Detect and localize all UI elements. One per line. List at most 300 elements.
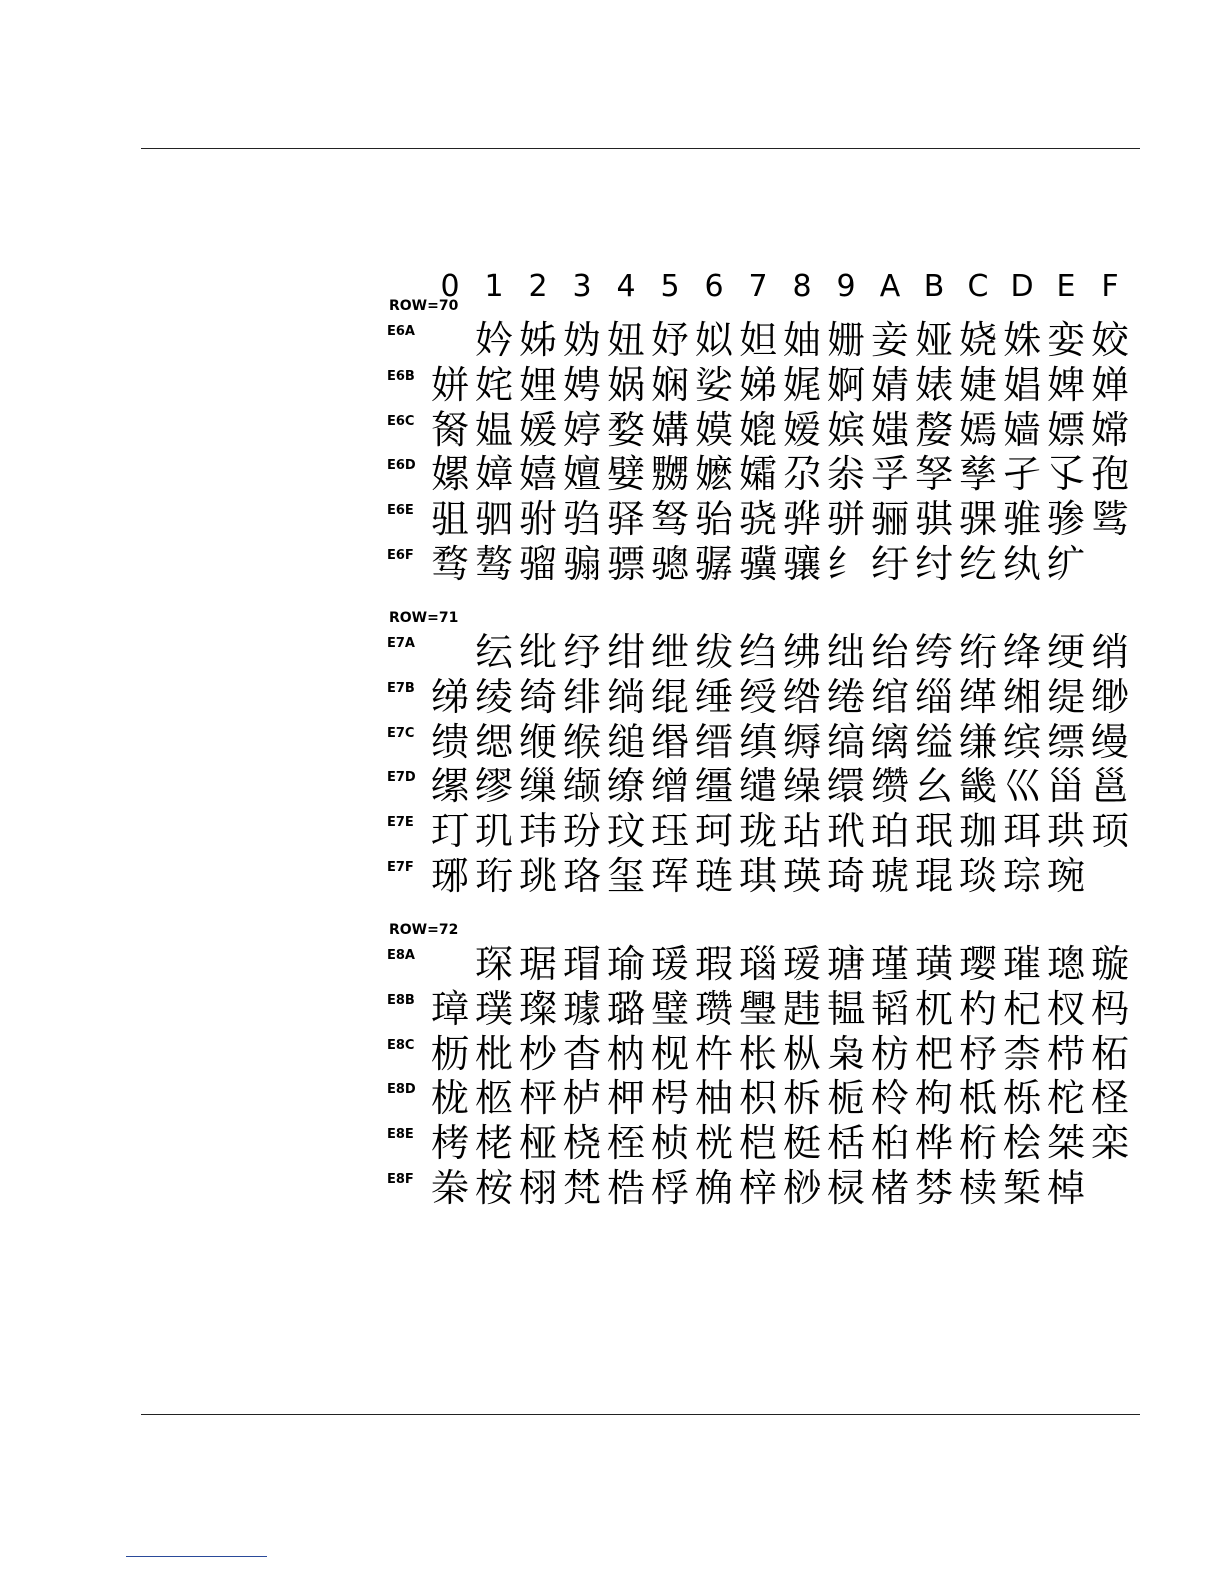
glyph-cell: 嫦 — [1090, 407, 1129, 452]
column-header-D: D — [1010, 269, 1034, 304]
glyph-cell: 玳 — [826, 809, 865, 854]
column-header-3: 3 — [572, 269, 592, 304]
glyph-cell: 缙 — [694, 719, 733, 764]
footnote-divider — [126, 1556, 267, 1557]
code-label: E8F — [387, 1172, 414, 1187]
glyph-cell: 孀 — [738, 452, 777, 497]
glyph-cell: 缲 — [782, 764, 821, 809]
glyph-cell: 骠 — [606, 542, 645, 586]
glyph-cell: 杳 — [562, 1031, 601, 1076]
glyph-cell: 缁 — [914, 674, 953, 719]
code-label: E6B — [387, 368, 415, 384]
glyph-cell: 柘 — [1090, 1031, 1129, 1076]
column-header-E: E — [1056, 269, 1076, 304]
column-header-0: 0 — [440, 269, 460, 304]
glyph-cell: 枞 — [782, 1031, 821, 1076]
code-label: E7B — [387, 680, 415, 696]
glyph-cell: 缏 — [518, 719, 557, 764]
glyph-cell: 枵 — [650, 1076, 689, 1121]
column-header-4: 4 — [616, 269, 636, 304]
glyph-cell: 缛 — [782, 719, 821, 764]
glyph-cell: 尜 — [826, 452, 865, 497]
glyph-cell: 婀 — [826, 362, 865, 407]
glyph-cell: 桡 — [562, 1121, 601, 1166]
glyph-cell: 桷 — [694, 1166, 733, 1210]
glyph-cell: 珞 — [562, 854, 601, 898]
glyph-cell: 婺 — [606, 407, 645, 452]
glyph-cell: 栾 — [1090, 1121, 1129, 1166]
glyph-cell: 珉 — [914, 809, 953, 854]
code-label: E8B — [387, 992, 415, 1008]
glyph-cell: 璁 — [1046, 942, 1085, 986]
glyph-cell: 瑙 — [738, 942, 777, 986]
glyph-cell: 缂 — [958, 674, 997, 719]
glyph-cell: 璎 — [958, 942, 997, 986]
glyph-cell: 瑷 — [782, 942, 821, 986]
glyph-cell: 韪 — [782, 986, 821, 1031]
glyph-cell: 柝 — [782, 1076, 821, 1121]
row-label: ROW=72 — [389, 922, 459, 938]
code-label: E7C — [387, 725, 415, 741]
glyph-cell: 绉 — [738, 630, 777, 674]
glyph-cell: 杌 — [914, 986, 953, 1031]
glyph-cell: 栎 — [1002, 1076, 1041, 1121]
glyph-cell: 柩 — [474, 1076, 513, 1121]
column-header-7: 7 — [748, 269, 768, 304]
glyph-cell: 梃 — [782, 1121, 821, 1166]
glyph-cell: 嬉 — [518, 452, 557, 497]
glyph-cell: 玑 — [474, 809, 513, 854]
glyph-cell: 缪 — [474, 764, 513, 809]
glyph-cell: 绡 — [1090, 630, 1129, 674]
glyph-cell: 嬖 — [606, 452, 645, 497]
glyph-cell: 琥 — [870, 854, 909, 898]
glyph-cell: 姊 — [518, 318, 557, 362]
glyph-cell: 栝 — [826, 1121, 865, 1166]
glyph-cell: 璜 — [914, 942, 953, 986]
row-label: ROW=71 — [389, 610, 459, 626]
glyph-cell — [1088, 542, 1132, 586]
glyph-cell: 嫫 — [694, 407, 733, 452]
glyph-cell: 绁 — [650, 630, 689, 674]
glyph-cell: 琚 — [518, 942, 557, 986]
glyph-cell: 嫘 — [430, 452, 469, 497]
glyph-cell: 姒 — [694, 318, 733, 362]
glyph-cell: 柚 — [694, 1076, 733, 1121]
glyph-cell: 枭 — [826, 1031, 865, 1076]
glyph-cell: 瑾 — [870, 942, 909, 986]
glyph-cell: 缤 — [1002, 719, 1041, 764]
glyph-cell: 嫒 — [782, 407, 821, 452]
glyph-cell: 嫱 — [1002, 407, 1041, 452]
glyph-cell: 璀 — [1002, 942, 1041, 986]
glyph-cell: 缢 — [914, 719, 953, 764]
glyph-cell: 枇 — [474, 1031, 513, 1076]
glyph-cell: 棹 — [1046, 1166, 1085, 1210]
glyph-cell: 璺 — [738, 986, 777, 1031]
glyph-cell: 缈 — [1090, 674, 1129, 719]
glyph-cell: 杞 — [1002, 986, 1041, 1031]
glyph-cell: 婷 — [562, 407, 601, 452]
glyph-cell: 缥 — [1046, 719, 1085, 764]
glyph-cell: 纣 — [914, 542, 953, 586]
glyph-cell: 巛 — [1002, 764, 1041, 809]
glyph-cell: 桁 — [958, 1121, 997, 1166]
glyph-cell: 嫜 — [474, 452, 513, 497]
glyph-cell: 杵 — [694, 1031, 733, 1076]
glyph-cell: 柙 — [606, 1076, 645, 1121]
glyph-cell: 孑 — [1002, 452, 1041, 497]
glyph-cell: 妤 — [650, 318, 689, 362]
glyph-cell: 嫖 — [1046, 407, 1085, 452]
glyph-cell: 玢 — [562, 809, 601, 854]
glyph-cell: 枥 — [430, 1031, 469, 1076]
glyph-cell: 桤 — [738, 1121, 777, 1166]
glyph-cell: 玎 — [430, 809, 469, 854]
glyph-cell: 珥 — [1002, 809, 1041, 854]
glyph-cell: 骐 — [914, 497, 953, 542]
glyph-cell: 瑗 — [650, 942, 689, 986]
glyph-cell: 媛 — [518, 407, 557, 452]
glyph-cell: 顼 — [1090, 809, 1129, 854]
glyph-cell: 珩 — [474, 854, 513, 898]
glyph-cell — [428, 318, 472, 362]
glyph-cell: 棂 — [826, 1166, 865, 1210]
glyph-cell: 缜 — [738, 719, 777, 764]
glyph-cell: 枳 — [738, 1076, 777, 1121]
glyph-cell: 妗 — [474, 318, 513, 362]
glyph-cell: 纰 — [518, 630, 557, 674]
glyph-cell: 孥 — [914, 452, 953, 497]
code-label: E6C — [387, 413, 415, 429]
glyph-cell: 纟 — [826, 542, 865, 586]
glyph-cell: 棼 — [914, 1166, 953, 1210]
glyph-cell: 缣 — [958, 719, 997, 764]
glyph-cell: 枋 — [870, 1031, 909, 1076]
glyph-cell: 骁 — [738, 497, 777, 542]
glyph-cell: 椠 — [1002, 1166, 1041, 1210]
glyph-cell: 珧 — [518, 854, 557, 898]
glyph-cell: 骒 — [958, 497, 997, 542]
glyph-cell: 婧 — [870, 362, 909, 407]
glyph-cell: 缫 — [518, 764, 557, 809]
glyph-cell: 绗 — [958, 630, 997, 674]
glyph-cell: 缰 — [694, 764, 733, 809]
footer-rule — [141, 1414, 1140, 1415]
code-label: E8A — [387, 948, 415, 963]
glyph-cell: 玷 — [782, 809, 821, 854]
glyph-cell: 绂 — [694, 630, 733, 674]
glyph-cell: 璩 — [562, 986, 601, 1031]
glyph-cell: 璧 — [650, 986, 689, 1031]
glyph-cell: 柢 — [958, 1076, 997, 1121]
glyph-cell: 纡 — [870, 542, 909, 586]
glyph-cell: 缇 — [1046, 674, 1085, 719]
code-label: E8C — [387, 1037, 415, 1053]
glyph-cell: 媲 — [738, 407, 777, 452]
glyph-cell: 琨 — [914, 854, 953, 898]
glyph-cell: 枸 — [914, 1076, 953, 1121]
glyph-cell: 孚 — [870, 452, 909, 497]
glyph-cell: 桧 — [1002, 1121, 1041, 1166]
glyph-cell: 纥 — [958, 542, 997, 586]
glyph-cell: 驷 — [474, 497, 513, 542]
glyph-cell: 栀 — [826, 1076, 865, 1121]
glyph-cell: 纩 — [1046, 542, 1085, 586]
glyph-cell: 缵 — [870, 764, 909, 809]
column-header-5: 5 — [660, 269, 680, 304]
glyph-cell: 枰 — [518, 1076, 557, 1121]
glyph-cell: 瑭 — [826, 942, 865, 986]
glyph-cell: 瑁 — [562, 942, 601, 986]
glyph-cell: 婵 — [1090, 362, 1129, 407]
glyph-cell: 绋 — [782, 630, 821, 674]
glyph-cell: 绺 — [782, 674, 821, 719]
code-label: E7F — [387, 860, 414, 875]
glyph-cell: 柁 — [1046, 1076, 1085, 1121]
code-label: E6E — [387, 503, 414, 519]
glyph-cell: 缯 — [650, 764, 689, 809]
glyph-cell: 娴 — [650, 362, 689, 407]
glyph-cell: 玮 — [518, 809, 557, 854]
glyph-cell: 嬷 — [694, 452, 733, 497]
glyph-cell: 骟 — [562, 542, 601, 586]
glyph-cell: 琪 — [738, 854, 777, 898]
glyph-cell: 桊 — [430, 1166, 469, 1210]
code-label: E6D — [387, 458, 416, 474]
glyph-cell: 孓 — [1046, 452, 1085, 497]
glyph-cell: 驽 — [650, 497, 689, 542]
glyph-cell: 瑛 — [782, 854, 821, 898]
glyph-cell: 璇 — [1090, 942, 1129, 986]
glyph-cell: 纾 — [562, 630, 601, 674]
column-header-A: A — [879, 269, 901, 304]
glyph-cell: 姣 — [1090, 318, 1129, 362]
column-header-F: F — [1101, 269, 1119, 304]
glyph-cell: 娓 — [782, 362, 821, 407]
glyph-cell: 桠 — [518, 1121, 557, 1166]
glyph-cell: 桉 — [474, 1166, 513, 1210]
glyph-cell: 桫 — [782, 1166, 821, 1210]
glyph-cell: 娣 — [738, 362, 777, 407]
glyph-cell: 柰 — [1002, 1031, 1041, 1076]
glyph-cell: 柃 — [870, 1076, 909, 1121]
glyph-cell: 柽 — [1090, 1076, 1129, 1121]
glyph-cell: 娆 — [958, 318, 997, 362]
glyph-cell: 嫣 — [958, 407, 997, 452]
glyph-cell: 瓒 — [694, 986, 733, 1031]
glyph-cell: 琰 — [958, 854, 997, 898]
glyph-cell: 璋 — [430, 986, 469, 1031]
glyph-cell: 栳 — [474, 1121, 513, 1166]
code-label: E6F — [387, 548, 414, 563]
glyph-cell: 娌 — [518, 362, 557, 407]
glyph-cell: 栉 — [1046, 1031, 1085, 1076]
glyph-cell: 娑 — [694, 362, 733, 407]
glyph-cell: 驸 — [518, 497, 557, 542]
glyph-cell: 杷 — [914, 1031, 953, 1076]
glyph-cell: 嫔 — [826, 407, 865, 452]
glyph-cell: 骛 — [430, 542, 469, 586]
glyph-cell: 驵 — [430, 497, 469, 542]
glyph-cell: 椟 — [958, 1166, 997, 1210]
glyph-cell: 尕 — [782, 452, 821, 497]
glyph-cell: 缗 — [650, 719, 689, 764]
glyph-cell: 娅 — [914, 318, 953, 362]
glyph-cell: 玺 — [606, 854, 645, 898]
glyph-cell: 桀 — [1046, 1121, 1085, 1166]
glyph-cell: 琛 — [474, 942, 513, 986]
glyph-cell: 骓 — [1002, 497, 1041, 542]
glyph-cell: 绛 — [1002, 630, 1041, 674]
glyph-cell: 驺 — [562, 497, 601, 542]
glyph-cell: 珲 — [650, 854, 689, 898]
glyph-cell: 缭 — [606, 764, 645, 809]
glyph-cell: 骖 — [1046, 497, 1085, 542]
glyph-cell: 桴 — [650, 1166, 689, 1210]
glyph-cell: 栌 — [562, 1076, 601, 1121]
glyph-cell: 婕 — [958, 362, 997, 407]
row-label: ROW=70 — [389, 298, 459, 314]
glyph-cell: 琏 — [694, 854, 733, 898]
glyph-cell: 姹 — [474, 362, 513, 407]
glyph-cell: 骧 — [782, 542, 821, 586]
glyph-cell: 栩 — [518, 1166, 557, 1210]
glyph-cell: 绌 — [826, 630, 865, 674]
glyph-cell — [1088, 854, 1132, 898]
glyph-cell: 珑 — [738, 809, 777, 854]
glyph-cell: 璨 — [518, 986, 557, 1031]
column-header-8: 8 — [792, 269, 812, 304]
glyph-cell: 嬲 — [650, 452, 689, 497]
glyph-cell: 桎 — [606, 1121, 645, 1166]
glyph-cell: 绐 — [870, 630, 909, 674]
glyph-cell: 琦 — [826, 854, 865, 898]
glyph-cell: 琊 — [430, 854, 469, 898]
glyph-cell: 缡 — [870, 719, 909, 764]
glyph-cell: 缬 — [562, 764, 601, 809]
glyph-cell: 缒 — [606, 719, 645, 764]
code-label: E6A — [387, 324, 415, 339]
glyph-cell: 纭 — [474, 630, 513, 674]
glyph-cell: 畿 — [958, 764, 997, 809]
glyph-cell: 缟 — [826, 719, 865, 764]
glyph-cell: 绔 — [914, 630, 953, 674]
glyph-cell: 绯 — [562, 674, 601, 719]
glyph-cell: 骊 — [870, 497, 909, 542]
glyph-cell: 婢 — [1046, 362, 1085, 407]
glyph-cell: 瑜 — [606, 942, 645, 986]
glyph-cell: 璞 — [474, 986, 513, 1031]
column-header-C: C — [967, 269, 989, 304]
glyph-cell: 梵 — [562, 1166, 601, 1210]
glyph-cell: 娲 — [606, 362, 645, 407]
glyph-cell: 绀 — [606, 630, 645, 674]
glyph-cell: 杼 — [958, 1031, 997, 1076]
glyph-cell: 珀 — [870, 809, 909, 854]
glyph-cell: 骥 — [738, 542, 777, 586]
glyph-cell: 璐 — [606, 986, 645, 1031]
glyph-cell: 嬗 — [562, 452, 601, 497]
glyph-cell: 绾 — [870, 674, 909, 719]
glyph-cell: 骝 — [518, 542, 557, 586]
glyph-cell: 绶 — [738, 674, 777, 719]
glyph-cell: 杪 — [518, 1031, 557, 1076]
glyph-cell: 绨 — [430, 674, 469, 719]
glyph-cell: 婊 — [914, 362, 953, 407]
glyph-cell — [1088, 1166, 1132, 1210]
code-label: E7D — [387, 770, 416, 786]
glyph-cell: 妞 — [606, 318, 645, 362]
glyph-cell: 杈 — [1046, 986, 1085, 1031]
glyph-cell — [428, 942, 472, 986]
glyph-cell: 绻 — [826, 674, 865, 719]
glyph-cell: 胬 — [430, 407, 469, 452]
glyph-cell: 枨 — [738, 1031, 777, 1076]
glyph-cell: 枧 — [650, 1031, 689, 1076]
glyph-cell: 绠 — [1046, 630, 1085, 674]
glyph-cell: 枘 — [606, 1031, 645, 1076]
glyph-cell: 媾 — [650, 407, 689, 452]
glyph-cell: 绮 — [518, 674, 557, 719]
code-label: E8E — [387, 1127, 414, 1143]
glyph-cell: 珙 — [1046, 809, 1085, 854]
column-header-B: B — [923, 269, 945, 304]
glyph-cell: 娈 — [1046, 318, 1085, 362]
glyph-cell: 缦 — [1090, 719, 1129, 764]
glyph-cell: 缳 — [826, 764, 865, 809]
glyph-cell: 桄 — [694, 1121, 733, 1166]
code-label: E7A — [387, 636, 415, 651]
glyph-cell: 桦 — [914, 1121, 953, 1166]
glyph-cell: 妯 — [782, 318, 821, 362]
glyph-cell: 栲 — [430, 1121, 469, 1166]
glyph-cell: 嫠 — [914, 407, 953, 452]
glyph-cell: 缌 — [474, 719, 513, 764]
glyph-cell: 骢 — [650, 542, 689, 586]
glyph-cell: 琮 — [1002, 854, 1041, 898]
glyph-cell: 姗 — [826, 318, 865, 362]
glyph-cell: 楮 — [870, 1166, 909, 1210]
column-header-9: 9 — [836, 269, 856, 304]
column-header-2: 2 — [528, 269, 548, 304]
glyph-cell: 孢 — [1090, 452, 1129, 497]
glyph-cell: 娉 — [562, 362, 601, 407]
glyph-cell: 缱 — [738, 764, 777, 809]
column-header-6: 6 — [704, 269, 724, 304]
glyph-cell: 邕 — [1090, 764, 1129, 809]
glyph-cell: 骈 — [826, 497, 865, 542]
glyph-cell: 缋 — [430, 719, 469, 764]
glyph-cell: 绱 — [606, 674, 645, 719]
glyph-cell: 姘 — [430, 362, 469, 407]
glyph-cell — [428, 630, 472, 674]
glyph-cell: 孳 — [958, 452, 997, 497]
code-label: E7E — [387, 815, 414, 831]
glyph-cell: 娼 — [1002, 362, 1041, 407]
glyph-cell: 纨 — [1002, 542, 1041, 586]
glyph-cell: 骀 — [694, 497, 733, 542]
glyph-cell: 缃 — [1002, 674, 1041, 719]
glyph-cell: 骣 — [694, 542, 733, 586]
glyph-cell: 妾 — [870, 318, 909, 362]
glyph-cell: 珈 — [958, 809, 997, 854]
glyph-cell: 姝 — [1002, 318, 1041, 362]
glyph-cell: 杩 — [1090, 986, 1129, 1031]
glyph-cell: 梏 — [606, 1166, 645, 1210]
glyph-cell: 玟 — [606, 809, 645, 854]
glyph-cell: 韬 — [870, 986, 909, 1031]
